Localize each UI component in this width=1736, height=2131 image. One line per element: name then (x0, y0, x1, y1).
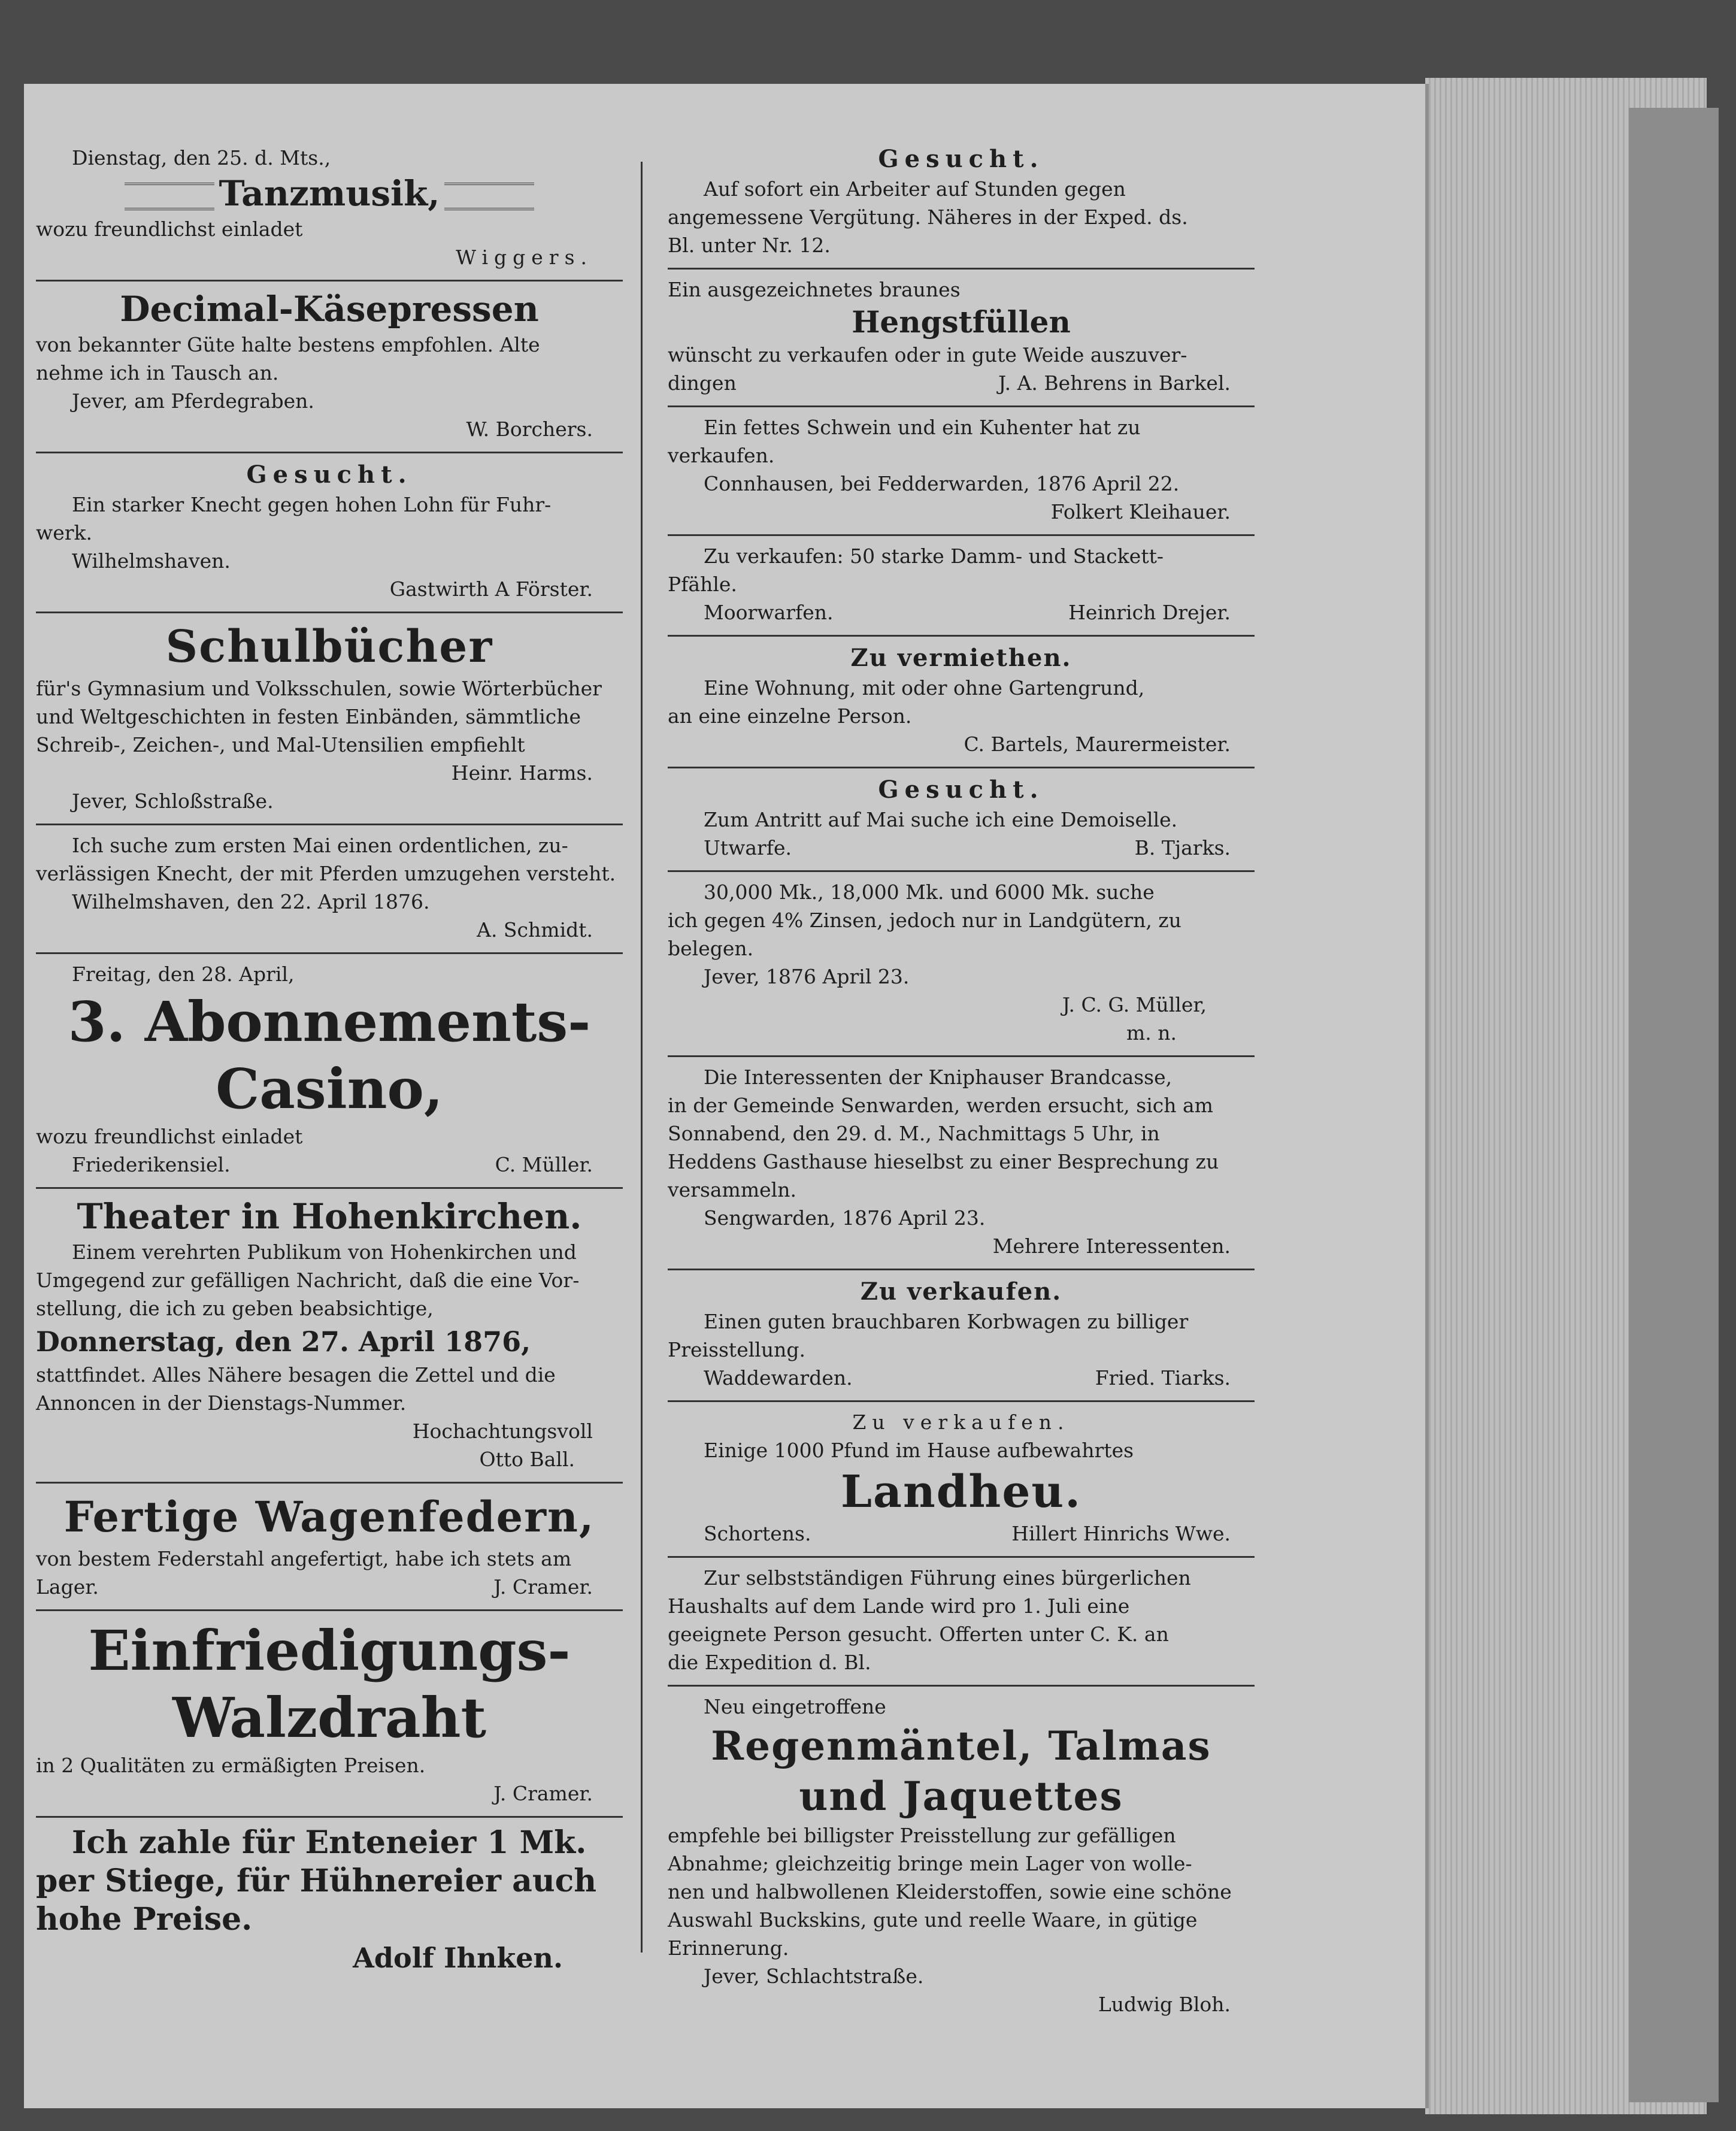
ad-title: Regenmäntel, Talmas (711, 1723, 1211, 1769)
ad-text: Lager. (36, 1575, 99, 1599)
ad-date-line: Dienstag, den 25. d. Mts., (72, 146, 331, 169)
ad-signature: Adolf Ihnken. (353, 1942, 563, 1974)
ad-text: wünscht zu verkaufen oder in gute Weide auszuver- (668, 343, 1187, 367)
ad-signature: Gastwirth A Förster. (389, 577, 593, 601)
ad-text: 30,000 Mk., 18,000 Mk. und 6000 Mk. suche (704, 880, 1155, 904)
ad-pfaehle (668, 536, 1255, 637)
ad-title: 3. Abonnements- (68, 989, 591, 1054)
ad-text: Zu verkaufen: 50 starke Damm- und Stackett- (704, 544, 1164, 568)
ad-text: in der Gemeinde Senwarden, werden ersucht, sich am (668, 1094, 1213, 1117)
ad-text: in 2 Qualitäten zu ermäßigten Preisen. (36, 1754, 426, 1777)
ad-regenmaentel (668, 1687, 1255, 2027)
ad-text: Umgegend zur gefälligen Nachricht, daß die eine Vor- (36, 1269, 580, 1292)
ad-place: Connhausen, bei Fedderwarden, 1876 April 22. (704, 472, 1180, 495)
ad-footer (36, 1573, 623, 1601)
ad-text: die Expedition d. Bl. (668, 1651, 871, 1674)
ad-signature: J. Cramer. (493, 1575, 593, 1599)
ad-title: und Jaquettes (799, 1773, 1123, 1820)
ad-text: von bekannter Güte halte bestens empfohlen. Alte (36, 333, 540, 356)
ad-footer (668, 834, 1255, 862)
ad-text: Sonnabend, den 29. d. M., Nachmittags 5 Uhr, in (668, 1122, 1160, 1145)
ad-title: Einfriedigungs- (88, 1618, 571, 1683)
ad-text: ich gegen 4% Zinsen, jedoch nur in Landgütern, zu (668, 909, 1181, 932)
ad-signature: Fried. Tiarks. (1095, 1366, 1231, 1390)
ad-footer (668, 369, 1255, 397)
ad-theater (36, 1189, 623, 1484)
ad-title: Zu vermiethen. (850, 644, 1072, 672)
ad-enteneier (36, 1818, 623, 1985)
column-divider (641, 162, 643, 1953)
ad-title: Schulbücher (165, 621, 493, 673)
ad-text: Ich suche zum ersten Mai einen ordentlichen, zu- (72, 834, 568, 857)
ad-text: werk. (36, 521, 93, 544)
ad-text: stattfindet. Alles Nähere besagen die Zettel und die (36, 1363, 556, 1387)
ad-footer (668, 598, 1255, 626)
ad-text: Einem verehrten Publikum von Hohenkirchen und (72, 1240, 577, 1264)
ad-footer (668, 1519, 1255, 1548)
ad-signature: J. C. G. Müller, (1062, 993, 1207, 1016)
ad-place: Friederikensiel. (72, 1153, 231, 1176)
ad-signature: C. Bartels, Maurermeister. (964, 732, 1231, 756)
ad-place: Utwarfe. (704, 836, 792, 859)
ad-text: hohe Preise. (36, 1901, 253, 1938)
ad-date: Donnerstag, den 27. April 1876, (36, 1325, 531, 1358)
ornament-right-icon (444, 183, 534, 210)
ad-signature: C. Müller. (495, 1153, 593, 1176)
ad-text: von bestem Federstahl angefertigt, habe ich stets am (36, 1547, 572, 1570)
ad-title: Gesucht. (878, 776, 1044, 804)
ad-place: Wilhelmshaven, den 22. April 1876. (72, 890, 430, 913)
ad-gesucht-demoiselle (668, 768, 1255, 872)
ad-text: Ein ausgezeichnetes braunes (668, 278, 961, 301)
ad-signature-suffix: m. n. (1126, 1021, 1177, 1045)
ad-title: Tanzmusik, (219, 173, 440, 214)
ad-signature: Hillert Hinrichs Wwe. (1011, 1522, 1231, 1545)
ad-title: Decimal-Käsepressen (120, 289, 539, 329)
ad-place: Moorwarfen. (704, 601, 834, 624)
ad-place: Jever, Schloßstraße. (72, 789, 274, 813)
ad-walzdraht (36, 1611, 623, 1818)
ad-text: Eine Wohnung, mit oder ohne Gartengrund, (704, 676, 1145, 700)
ad-text: Abnahme; gleichzeitig bringe mein Lager von wolle- (668, 1852, 1192, 1875)
ad-text: Ein starker Knecht gegen hohen Lohn für Fuhr- (72, 493, 552, 516)
ad-text: stellung, die ich zu geben beabsichtige, (36, 1297, 434, 1320)
ad-knecht-schmidt (36, 825, 623, 954)
ad-text: Pfähle. (668, 573, 737, 596)
ad-signature: Mehrere Interessenten. (992, 1234, 1231, 1258)
ad-big-title: Landheu. (841, 1466, 1081, 1518)
ad-text: Annoncen in der Dienstags-Nummer. (36, 1391, 407, 1415)
ad-signature: J. Cramer. (493, 1782, 593, 1805)
ad-place: Jever, 1876 April 23. (704, 965, 910, 988)
ad-text: Die Interessenten der Kniphauser Brandcasse, (704, 1066, 1173, 1089)
ad-signature: Ludwig Bloh. (1098, 1993, 1231, 2016)
ad-kaesepressen (36, 281, 623, 453)
ad-place: Schortens. (704, 1522, 811, 1545)
ad-text: nen und halbwollenen Kleiderstoffen, sowie eine schöne (668, 1880, 1232, 1903)
ad-place: Wilhelmshaven. (72, 549, 231, 573)
book-binding-edge (1629, 108, 1719, 2102)
ad-place: Jever, Schlachtstraße. (704, 1964, 924, 1988)
ad-text: Ein fettes Schwein und ein Kuhenter hat zu (704, 416, 1141, 439)
right-column (668, 138, 1255, 2027)
ad-tanzmusik (36, 138, 623, 281)
ad-title: Theater in Hohenkirchen. (77, 1196, 582, 1237)
ad-signature: W. Borchers. (466, 417, 593, 441)
ad-text: Erinnerung. (668, 1936, 789, 1960)
ad-signature: Wiggers. (456, 246, 593, 269)
ad-text: verkaufen. (668, 444, 775, 467)
ornament-left-icon (125, 183, 214, 210)
ad-gesucht-knecht (36, 453, 623, 613)
ad-title: Gesucht. (878, 145, 1044, 173)
ad-text: Preisstellung. (668, 1338, 805, 1361)
ad-text: Heddens Gasthause hieselbst zu einer Besprechung zu (668, 1150, 1219, 1173)
ad-text: Auswahl Buckskins, gute und reelle Waare, in gütige (668, 1908, 1198, 1932)
ad-title-row (36, 172, 623, 215)
ad-title: Casino, (216, 1057, 443, 1121)
ad-signature: Heinr. Harms. (451, 761, 593, 785)
ad-title: Fertige Wagenfedern, (63, 1492, 595, 1542)
ad-date-line: Freitag, den 28. April, (72, 962, 295, 986)
ad-title: Gesucht. (246, 461, 413, 489)
ad-invite: wozu freundlichst einladet (36, 1125, 303, 1148)
ad-vermiethen (668, 637, 1255, 768)
ad-text: geeignete Person gesucht. Offerten unter C. K. an (668, 1623, 1169, 1646)
ad-text: per Stiege, für Hühnereier auch (36, 1863, 597, 1899)
ad-title: Hengstfüllen (852, 304, 1071, 340)
ad-text: Einige 1000 Pfund im Hause aufbewahrtes (704, 1439, 1134, 1462)
ad-place: Waddewarden. (704, 1366, 853, 1390)
ad-text: Neu eingetroffene (704, 1695, 886, 1718)
ad-signature: Folkert Kleihauer. (1050, 500, 1231, 523)
ad-place: Jever, am Pferdegraben. (72, 389, 314, 413)
ad-text: verlässigen Knecht, der mit Pferden umzugehen versteht. (36, 862, 616, 885)
ad-title: Zu verkaufen. (860, 1278, 1062, 1306)
ad-schwein (668, 407, 1255, 536)
ad-haushalt (668, 1558, 1255, 1687)
ad-text: nehme ich in Tausch an. (36, 361, 279, 385)
ad-text: Haushalts auf dem Lande wird pro 1. Juli eine (668, 1594, 1130, 1618)
ad-text: an eine einzelne Person. (668, 704, 912, 728)
ad-text: versammeln. (668, 1178, 796, 1201)
ad-text: Schreib-, Zeichen-, und Mal-Utensilien empfiehlt (36, 733, 525, 756)
ad-footer (668, 1364, 1255, 1392)
ad-hengstfuellen (668, 270, 1255, 407)
ad-text: empfehle bei billigster Preisstellung zur gefälligen (668, 1824, 1176, 1847)
ad-text: Ich zahle für Enteneier 1 Mk. (72, 1824, 587, 1861)
ad-title: Walzdraht (172, 1685, 486, 1750)
ad-text: dingen (668, 371, 737, 395)
ad-title: Zu verkaufen. (852, 1410, 1070, 1434)
ad-signature: A. Schmidt. (477, 918, 593, 942)
ad-wagenfedern (36, 1484, 623, 1611)
ad-text: Zur selbstständigen Führung eines bürgerlichen (704, 1566, 1191, 1590)
ad-invite: wozu freundlichst einladet (36, 217, 303, 241)
ad-casino (36, 954, 623, 1189)
ad-text: für's Gymnasium und Volksschulen, sowie Wörterbücher (36, 677, 602, 700)
ad-text: Auf sofort ein Arbeiter auf Stunden gegen (704, 177, 1126, 201)
ad-landheu (668, 1402, 1255, 1558)
ad-signature: J. A. Behrens in Barkel. (998, 371, 1231, 395)
ad-text: Einen guten brauchbaren Korbwagen zu billiger (704, 1310, 1189, 1333)
ad-signature: Heinrich Drejer. (1068, 601, 1231, 624)
ad-gesucht-arbeiter (668, 138, 1255, 270)
ad-korbwagen (668, 1270, 1255, 1402)
ad-text: angemessene Vergütung. Näheres in der Exped. ds. (668, 205, 1188, 229)
ad-schulbuecher (36, 613, 623, 825)
ad-text: belegen. (668, 937, 754, 960)
ad-text: Zum Antritt auf Mai suche ich eine Demoiselle. (704, 808, 1178, 831)
ad-signature: B. Tjarks. (1134, 836, 1231, 859)
ad-footer (36, 1151, 623, 1179)
ad-text: Bl. unter Nr. 12. (668, 234, 831, 257)
ad-text: und Weltgeschichten in festen Einbänden, sämmtliche (36, 705, 581, 728)
ad-signature: Otto Ball. (479, 1448, 575, 1471)
ad-geld (668, 872, 1255, 1057)
ad-place: Sengwarden, 1876 April 23. (704, 1206, 986, 1230)
left-column (36, 138, 623, 1985)
ad-brandcasse (668, 1057, 1255, 1270)
ad-closing: Hochachtungsvoll (412, 1419, 593, 1443)
